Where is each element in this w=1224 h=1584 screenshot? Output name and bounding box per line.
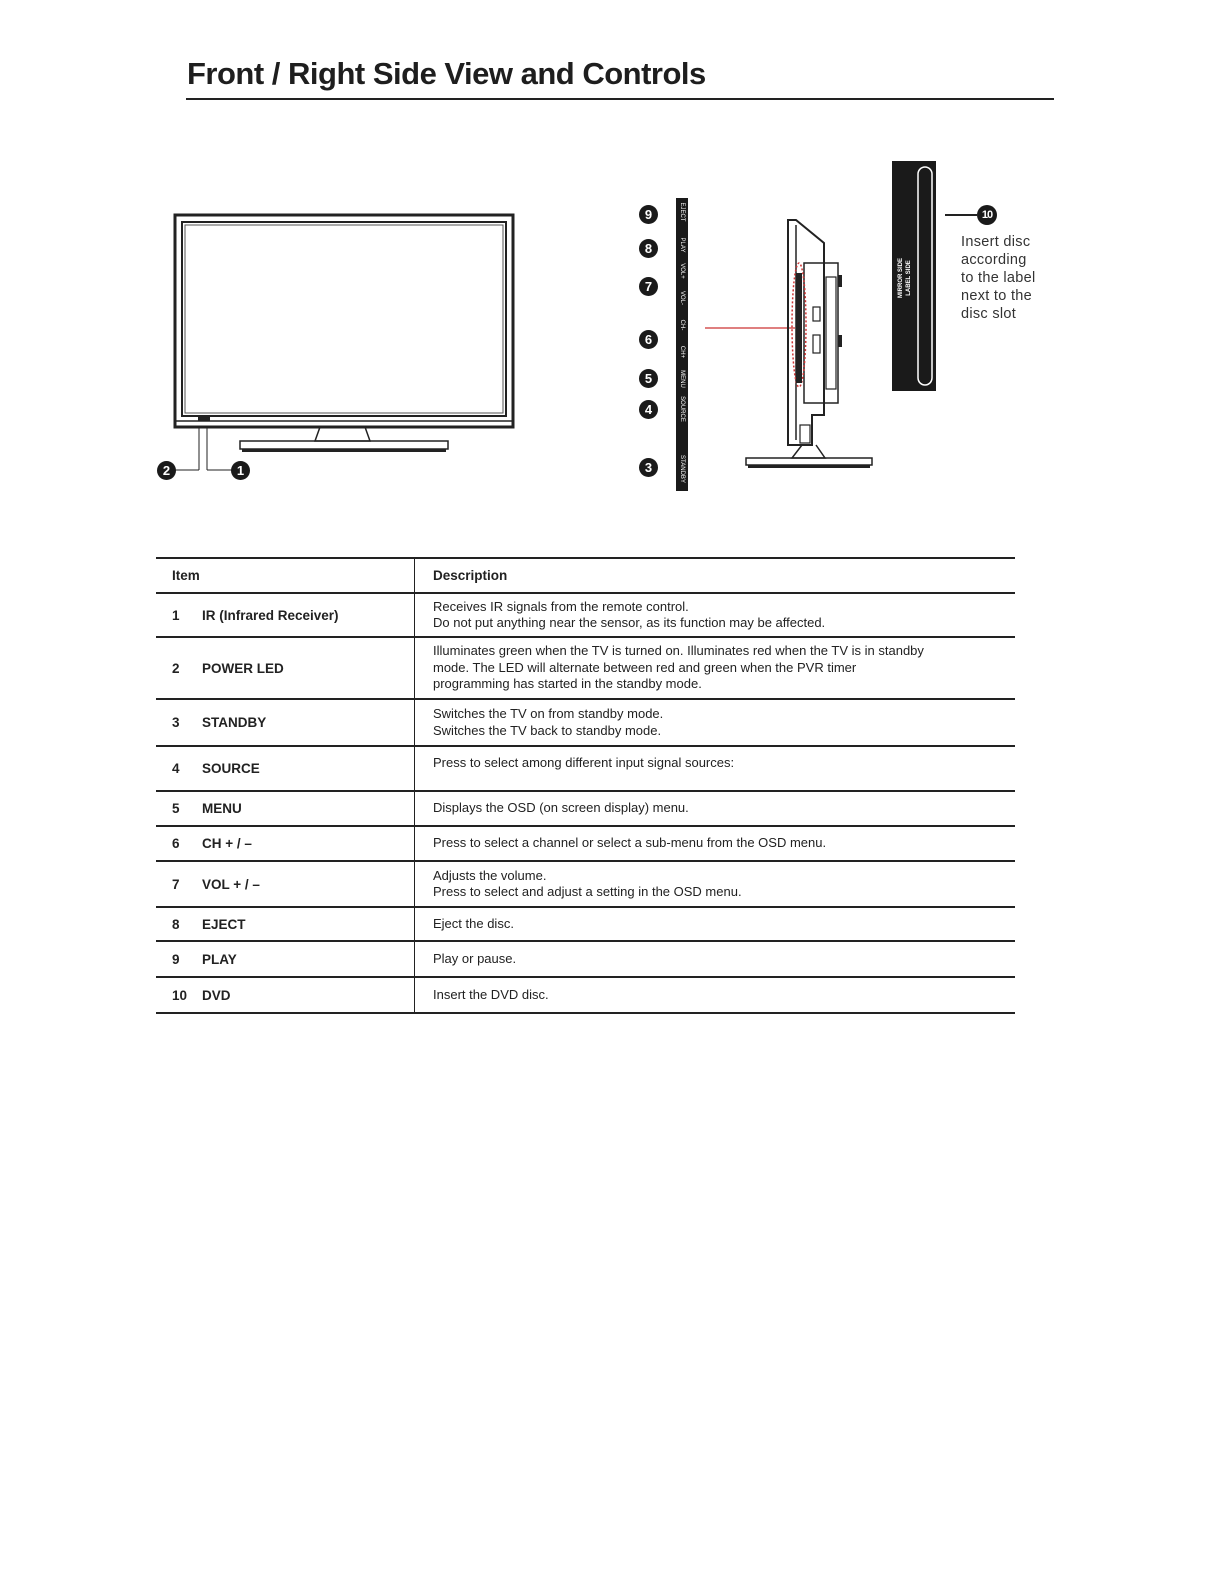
desc-cell <box>415 637 1016 699</box>
table-row <box>156 593 1015 637</box>
callout-10-leader-line <box>945 214 977 216</box>
item-number: 5 <box>172 801 180 816</box>
item-name: SOURCE <box>202 761 260 776</box>
callout-1-ir-receiver: 1 <box>231 461 250 480</box>
table-header-row <box>156 558 1015 593</box>
item-number: 3 <box>172 715 180 730</box>
desc-line: mode. The LED will alternate between red and green when the PVR timer <box>433 659 857 675</box>
desc-line: Switches the TV back to standby mode. <box>433 722 662 738</box>
desc-cell <box>415 699 1016 746</box>
desc-cell <box>415 861 1016 907</box>
item-cell <box>156 907 415 941</box>
item-cell <box>156 941 415 977</box>
desc-line: Do not put anything near the sensor, as its function may be affected. <box>433 615 826 630</box>
table-row <box>156 826 1015 861</box>
desc-line: programming has started in the standby mode. <box>433 676 702 692</box>
strip-label-ch-minus: CH- <box>679 319 685 331</box>
table-row <box>156 861 1015 907</box>
item-number: 10 <box>172 987 188 1003</box>
item-name: STANDBY <box>202 715 267 730</box>
disc-note-line: disc slot <box>961 306 1017 322</box>
item-cell <box>156 637 415 699</box>
table-row <box>156 791 1015 826</box>
strip-label-standby: STANDBY <box>679 455 685 483</box>
item-number: 9 <box>172 951 180 967</box>
item-name: IR (Infrared Receiver) <box>202 607 339 623</box>
tv-side-illustration <box>700 215 880 475</box>
desc-line: Receives IR signals from the remote control. <box>433 598 689 614</box>
disc-note-line: according <box>961 252 1027 268</box>
strip-label-ch-plus: CH+ <box>679 345 685 359</box>
item-number: 1 <box>172 607 180 623</box>
disc-mirror-side: MIRROR SIDE <box>898 258 904 299</box>
desc-line: Play or pause. <box>433 950 517 966</box>
desc-line: Eject the disc. <box>433 915 514 931</box>
table-row <box>156 907 1015 941</box>
strip-label-vol-minus: VOL- <box>679 290 685 305</box>
page-title: Front / Right Side View and Controls <box>187 56 706 91</box>
callout-6-ch: 6 <box>639 330 658 349</box>
desc-line: Press to select and adjust a setting in the OSD menu. <box>433 884 742 899</box>
header-item: Item <box>156 558 415 593</box>
disc-note-line: Insert disc <box>961 234 1031 250</box>
desc-line: Illuminates green when the TV is turned on. Illuminates red when the TV is in standby <box>433 643 924 659</box>
tv-front-illustration <box>150 205 530 495</box>
strip-label-vol-plus: VOL+ <box>679 263 685 279</box>
desc-cell <box>415 977 1016 1013</box>
callout-4-source: 4 <box>639 400 658 419</box>
desc-line: Insert the DVD disc. <box>433 986 549 1002</box>
item-name: EJECT <box>202 916 246 932</box>
item-cell <box>156 699 415 746</box>
desc-cell <box>415 826 1016 861</box>
desc-cell <box>415 593 1016 637</box>
callout-5-menu: 5 <box>639 369 658 388</box>
item-cell <box>156 746 415 791</box>
callout-9-play: 9 <box>639 205 658 224</box>
item-cell <box>156 593 415 637</box>
table-row <box>156 699 1015 746</box>
table-row <box>156 977 1015 1013</box>
table-row <box>156 746 1015 791</box>
item-number: 2 <box>172 660 180 676</box>
item-number: 7 <box>172 876 180 892</box>
callout-10-dvd: 10 <box>977 205 997 225</box>
item-cell <box>156 977 415 1013</box>
callout-7-vol: 7 <box>639 277 658 296</box>
callout-2-power-led: 2 <box>157 461 176 480</box>
desc-line: Displays the OSD (on screen display) menu. <box>433 800 689 816</box>
controls-table <box>156 557 1015 1014</box>
strip-label-source: SOURCE <box>679 396 685 422</box>
strip-label-menu: MENU <box>679 370 685 388</box>
item-name: PLAY <box>202 951 237 967</box>
strip-label-eject: EJECT <box>679 202 685 222</box>
item-number: 4 <box>172 761 180 776</box>
item-name: VOL + / – <box>202 876 260 892</box>
desc-cell <box>415 907 1016 941</box>
disc-note-line: next to the <box>961 288 1033 304</box>
item-cell <box>156 826 415 861</box>
desc-line: Press to select among different input signal sources: <box>433 755 735 770</box>
item-cell <box>156 791 415 826</box>
desc-cell <box>415 746 1016 791</box>
desc-line: Press to select a channel or select a sub-menu from the OSD menu. <box>433 835 827 851</box>
item-name: CH + / – <box>202 836 252 851</box>
table-row <box>156 637 1015 699</box>
desc-line: Adjusts the volume. <box>433 867 547 883</box>
disc-insert-note <box>961 233 1071 323</box>
desc-cell <box>415 791 1016 826</box>
item-cell <box>156 861 415 907</box>
table-row <box>156 941 1015 977</box>
disc-note-line: to the label <box>961 270 1036 286</box>
header-description: Description <box>415 558 1016 593</box>
item-name: MENU <box>202 801 242 816</box>
strip-label-play: PLAY <box>679 237 685 253</box>
item-number: 6 <box>172 836 180 851</box>
callout-8-eject: 8 <box>639 239 658 258</box>
title-divider <box>186 98 1054 100</box>
disc-label-side: LABEL SIDE <box>906 260 912 296</box>
item-name: DVD <box>202 987 231 1003</box>
desc-line: Switches the TV on from standby mode. <box>433 706 664 721</box>
desc-cell <box>415 941 1016 977</box>
item-number: 8 <box>172 916 180 932</box>
item-name: POWER LED <box>202 660 284 676</box>
callout-3-standby: 3 <box>639 458 658 477</box>
